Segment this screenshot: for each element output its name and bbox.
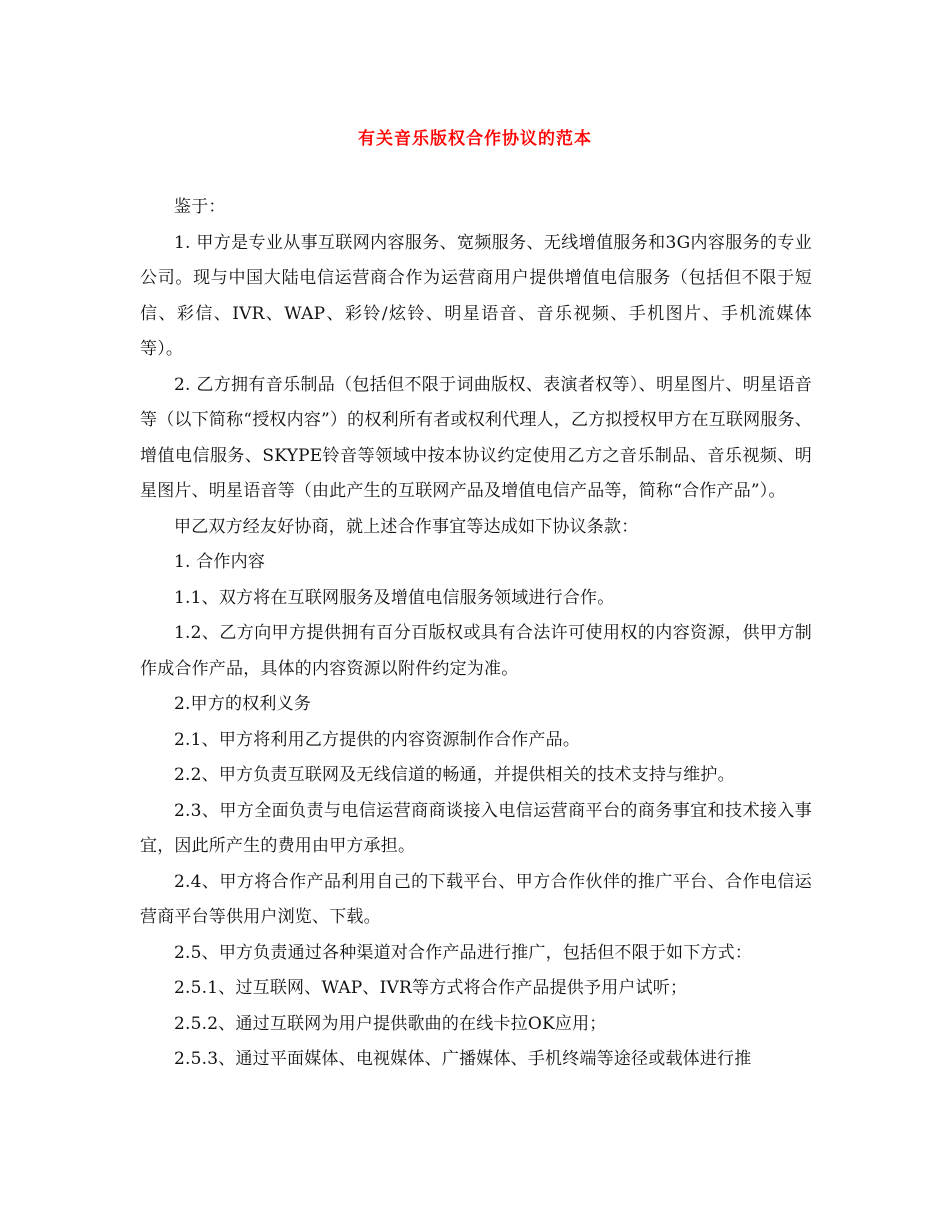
clause-2-5: 2.5、甲方负责通过各种渠道对合作产品进行推广，包括但不限于如下方式：: [174, 942, 753, 963]
clause-2-5-3: 2.5.3、通过平面媒体、电视媒体、广播媒体、手机终端等途径或载体进行推: [174, 1049, 752, 1069]
document-body: [140, 190, 812, 1078]
clause-2-4: 2.4、甲方将合作产品利用自己的下载平台、甲方合作伙伴的推广平台、合作电信运营商平台等供用户浏览、下载。: [140, 871, 812, 927]
paragraph-whereas: 鉴于：: [174, 197, 226, 217]
section-heading-cooperation: 1. 合作内容: [174, 552, 266, 572]
clause-2-5-1: 2.5.1、过互联网、WAP、IVR等方式将合作产品提供予用户试听；: [174, 978, 688, 998]
clause-2-3: 2.3、甲方全面负责与电信运营商商谈接入电信运营商平台的商务事宜和技术接入事宜，因此所产生的费用由甲方承担。: [140, 800, 812, 856]
paragraph-agreement-intro: 甲乙双方经友好协商，就上述合作事宜等达成如下协议条款：: [174, 516, 639, 537]
clause-2-2: 2.2、甲方负责互联网及无线信道的畅通，并提供相关的技术支持与维护。: [174, 765, 735, 785]
paragraph-party-a-intro: 1. 甲方是专业从事互联网内容服务、宽频服务、无线增值服务和3G内容服务的专业公司。现与中国大陆电信运营商合作为运营商用户提供增值电信服务（包括但不限于短信、彩信、IVR、WAP、彩铃/炫铃、明星语音、音乐视频、手机图片、手机流媒体等）。: [140, 232, 812, 359]
clause-1-2: 1.2、乙方向甲方提供拥有百分百版权或具有合法许可使用权的内容资源，供甲方制作成合作产品，具体的内容资源以附件约定为准。: [140, 623, 812, 679]
clause-2-1: 2.1、甲方将利用乙方提供的内容资源制作合作产品。: [174, 729, 581, 750]
section-heading-party-a-rights: 2.甲方的权利义务: [174, 694, 312, 714]
clause-2-5-2: 2.5.2、通过互联网为用户提供歌曲的在线卡拉OK应用；: [174, 1013, 607, 1034]
document-title: 有关音乐版权合作协议的范本: [358, 129, 592, 149]
paragraph-party-b-intro: 2. 乙方拥有音乐制品（包括但不限于词曲版权、表演者权等）、明星图片、明星语音等（以下简称“授权内容”）的权利所有者或权利代理人，乙方拟授权甲方在互联网服务、增值电信服务、SKYPE铃音等领域中按本协议约定使用乙方之音乐制品、音乐视频、明星图片、明星语音等（由此产生的互联网产品及增值电信产品等，简称“合作产品”）。: [140, 374, 812, 501]
clause-1-1: 1.1、双方将在互联网服务及增值电信服务领域进行合作。: [174, 587, 615, 608]
